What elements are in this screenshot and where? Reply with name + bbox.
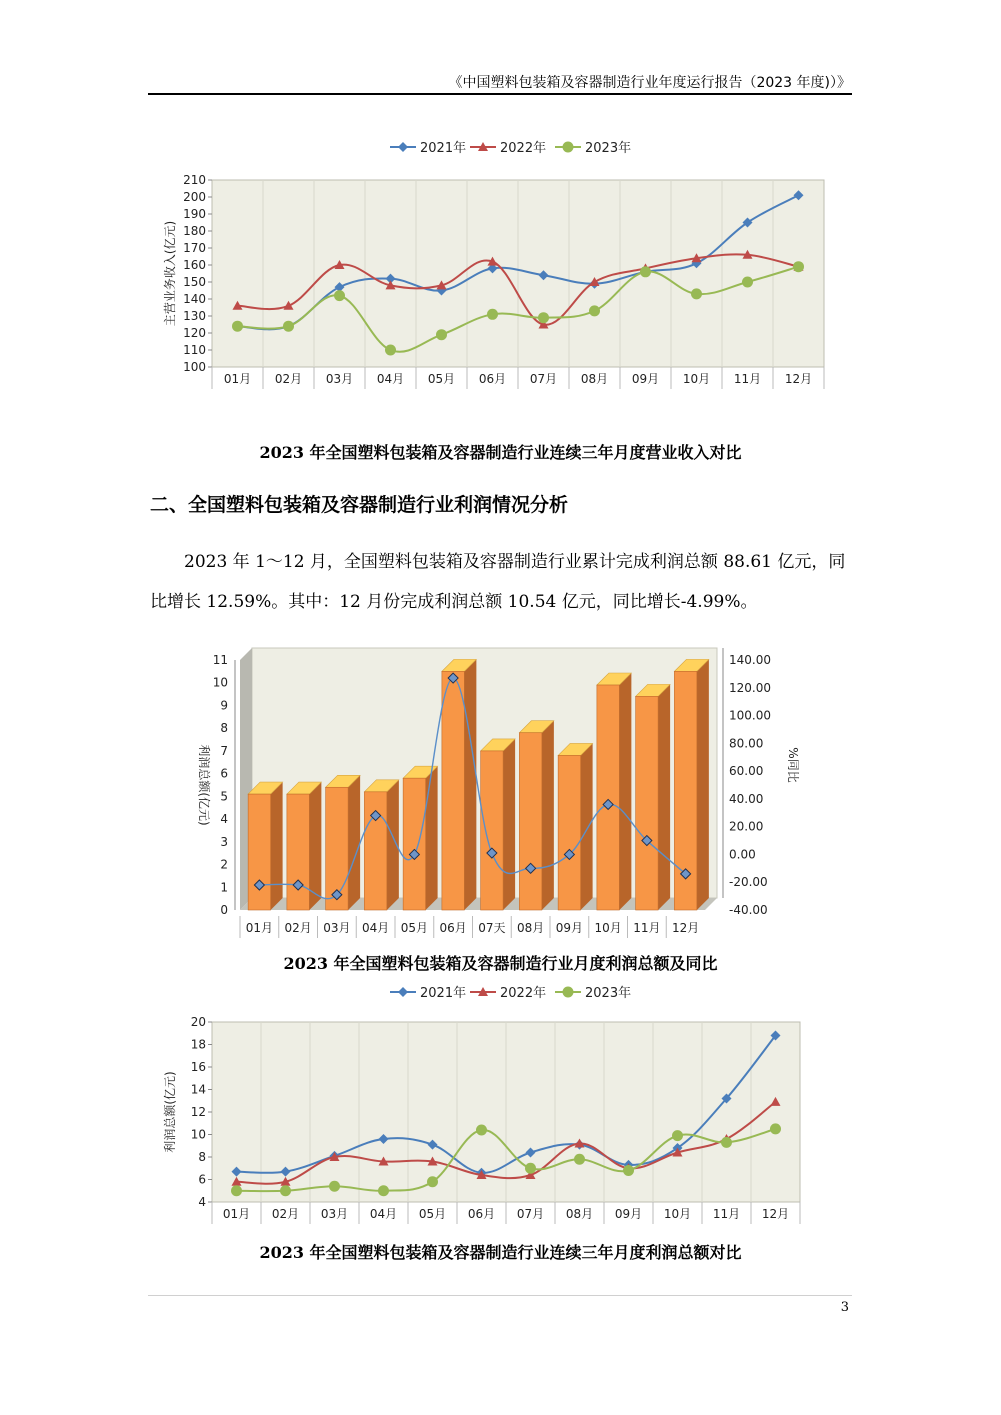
y-axis-label: 利润总额(亿元) [163,1071,177,1153]
bar-side [426,766,438,910]
y2-tick-label: 80.00 [729,736,764,751]
data-point [640,266,651,277]
data-point [283,321,294,332]
y-tick-label: 100 [183,360,206,374]
y2-tick-label: 100.00 [729,708,771,723]
x-tick-label: 08月 [580,372,609,386]
bar [403,778,425,910]
bar [597,685,619,910]
x-tick-label: 04月 [361,921,390,935]
bar-side [464,659,476,910]
y-tick-label: 6 [198,1172,206,1187]
x-tick-label: 04月 [369,1207,398,1221]
bar [442,671,464,910]
revenue-line-chart [0,130,1001,410]
y-axis-label: 主营业务收入(亿元) [163,220,177,327]
y-tick-label: 140 [183,292,206,306]
data-point [329,1181,340,1192]
y-tick-label: 150 [183,275,206,289]
x-tick-label: 04月 [376,372,405,386]
legend-label: 2023年 [585,141,632,156]
data-point [691,288,702,299]
bar-side [658,684,670,910]
data-point [476,1125,487,1136]
y2-tick-label: 120.00 [729,680,771,695]
y-tick-label: 180 [183,224,206,238]
footer-rule [148,1295,852,1296]
x-tick-label: 06月 [467,1207,496,1221]
legend-label: 2021年 [420,986,467,1001]
y-tick-label: 11 [212,653,228,667]
legend-marker [398,987,408,997]
bar-side [581,743,593,910]
data-point [231,1185,242,1196]
data-point [427,1176,438,1187]
y-tick-label: 130 [183,309,206,323]
y2-tick-label: 40.00 [729,791,764,806]
bar-side [542,721,554,910]
x-tick-label: 05月 [400,921,429,935]
y-tick-label: 0 [220,903,228,917]
data-point [232,321,243,332]
x-tick-label: 02月 [271,1207,300,1221]
header-rule [148,93,852,95]
data-point [487,309,498,320]
y-tick-label: 160 [183,258,206,272]
legend-marker [398,142,408,152]
x-tick-label: 03月 [320,1207,349,1221]
data-point [742,277,753,288]
bar-side [697,659,709,910]
y-tick-label: 16 [190,1060,206,1074]
y-tick-label: 110 [183,343,206,357]
bar [364,792,386,910]
data-point [385,345,396,356]
x-tick-label: 09月 [555,921,584,935]
bar-side [271,782,283,910]
bar-side [503,739,515,910]
x-tick-label: 10月 [663,1207,692,1221]
legend-label: 2022年 [500,986,547,1001]
y-tick-label: 12 [190,1105,206,1119]
y-tick-label: 200 [183,190,206,204]
y-tick-label: 7 [220,743,228,758]
x-tick-label: 07天 [478,921,506,935]
profit-line-chart [0,978,1001,1233]
y-tick-label: 4 [198,1195,206,1209]
y-tick-label: 120 [183,326,206,340]
data-point [574,1154,585,1165]
x-tick-label: 12月 [671,921,700,935]
chart1-caption: 2023 年全国塑料包装箱及容器制造行业连续三年月度营业收入对比 [259,443,742,462]
y-tick-label: 8 [198,1150,206,1164]
x-tick-label: 10月 [682,372,711,386]
bar [287,794,309,910]
x-tick-label: 05月 [418,1207,447,1221]
chart2-caption: 2023 年全国塑料包装箱及容器制造行业月度利润总额及同比 [283,954,718,973]
bar [519,733,541,910]
x-tick-label: 01月 [245,921,274,935]
x-tick-label: 10月 [594,921,622,935]
x-tick-label: 08月 [565,1207,594,1221]
y-tick-label: 9 [220,698,228,713]
y-tick-label: 190 [183,207,206,221]
y-tick-label: 210 [183,173,206,187]
bar [558,755,580,910]
x-tick-label: 05月 [427,372,456,386]
y-tick-label: 3 [220,834,228,849]
profit-bar-chart [0,650,1001,945]
x-tick-label: 07月 [529,372,558,386]
y-tick-label: 2 [220,857,228,872]
y-tick-label: 20 [190,1015,206,1029]
page-number: 3 [840,1300,849,1315]
y2-tick-label: -40.00 [729,903,768,917]
x-tick-label: 11月 [633,921,661,935]
data-point [334,290,345,301]
y2-tick-label: 0.00 [729,847,756,862]
y2-tick-label: -20.00 [729,875,768,890]
legend-marker [563,142,574,153]
x-tick-label: 11月 [733,372,762,386]
x-tick-label: 12月 [784,372,813,386]
y-tick-label: 4 [220,812,228,827]
data-point [793,261,804,272]
y-tick-label: 5 [220,789,228,804]
data-point [280,1185,291,1196]
x-tick-label: 08月 [516,921,545,935]
x-tick-label: 07月 [516,1207,545,1221]
data-point [672,1130,683,1141]
legend-label: 2021年 [420,141,467,156]
y2-tick-label: 140.00 [729,653,771,667]
bar [248,794,270,910]
y-tick-label: 1 [220,880,228,895]
y2-axis-label: %同比 [786,747,800,783]
y-tick-label: 170 [183,241,206,255]
y-tick-label: 14 [190,1082,206,1097]
x-tick-label: 06月 [439,921,467,935]
legend-label: 2023年 [585,986,632,1001]
x-tick-label: 03月 [323,921,351,935]
y-tick-label: 18 [190,1037,206,1052]
data-point [538,312,549,323]
bar [636,696,658,910]
y2-tick-label: 20.00 [729,819,764,834]
bar-side [619,673,631,910]
data-point [436,329,447,340]
y-axis-label: 利润总额(亿元) [197,744,211,826]
bar-side [348,775,360,910]
bar [481,751,503,910]
x-tick-label: 09月 [614,1207,643,1221]
x-tick-label: 09月 [631,372,660,386]
x-tick-label: 02月 [284,921,312,935]
section-paragraph: 2023 年 1～12 月，全国塑料包装箱及容器制造行业累计完成利润总额 88.61 亿元，同比增长 12.59%。其中：12 月份完成利润总额 10.54 亿元，同比增长-4.99%。 [150,552,846,612]
y2-tick-label: 60.00 [729,764,764,779]
data-point [623,1165,634,1176]
y-tick-label: 8 [220,721,228,736]
data-point [525,1163,536,1174]
y-tick-label: 10 [212,675,228,690]
x-tick-label: 02月 [274,372,303,386]
x-tick-label: 06月 [478,372,507,386]
y-tick-label: 6 [220,766,228,781]
x-tick-label: 01月 [222,1207,251,1221]
data-point [589,305,600,316]
x-tick-label: 11月 [712,1207,741,1221]
header-title: 《中国塑料包装箱及容器制造行业年度运行报告（2023 年度)）》 [448,75,851,91]
x-tick-label: 12月 [761,1207,790,1221]
chart3-caption: 2023 年全国塑料包装箱及容器制造行业连续三年月度利润总额对比 [259,1243,742,1262]
data-point [378,1185,389,1196]
y-tick-label: 10 [190,1127,206,1142]
legend-label: 2022年 [500,141,547,156]
legend-marker [563,987,574,998]
section-heading: 二、全国塑料包装箱及容器制造行业利润情况分析 [150,494,569,516]
data-point [770,1123,781,1134]
x-tick-label: 01月 [223,372,252,386]
data-point [721,1137,732,1148]
x-tick-label: 03月 [325,372,354,386]
